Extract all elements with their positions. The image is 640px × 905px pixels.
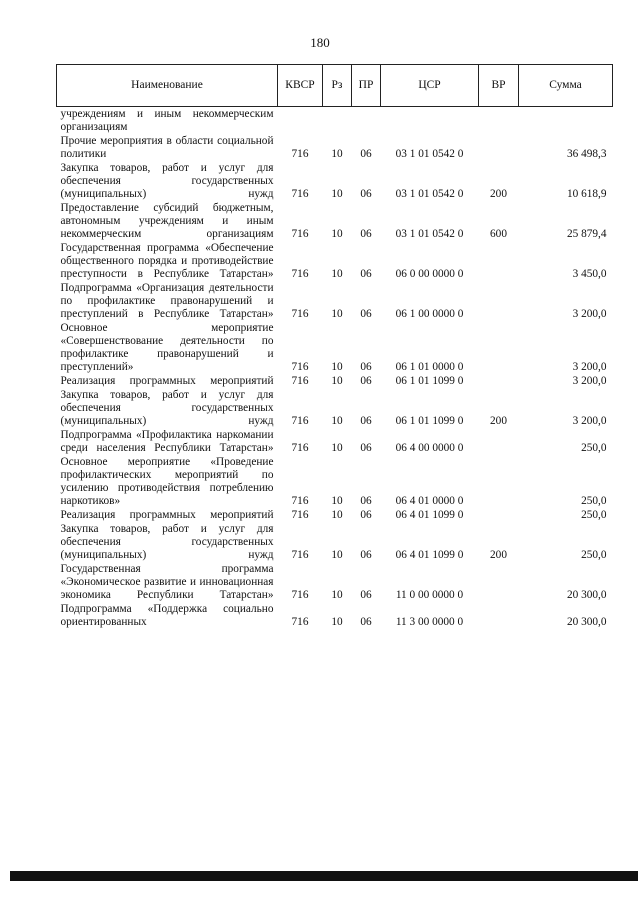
cell-csr: 06 4 00 0000 0: [395, 442, 464, 454]
cell-pr: 06: [360, 616, 372, 628]
table-row: [57, 161, 613, 201]
cell-kvsr: 716: [291, 495, 309, 507]
cell-kvsr: 716: [291, 361, 309, 373]
table-row: [57, 455, 613, 508]
header-csr: ЦСР: [381, 65, 479, 107]
table-body: [57, 107, 613, 630]
cell-kvsr: 716: [291, 509, 309, 521]
cell-pr: 06: [360, 228, 372, 240]
cell-kvsr: 716: [291, 415, 309, 427]
cell-sum: 250,0: [581, 495, 607, 507]
cell-name: Основное мероприятие «Проведение профилактических мероприятий по усилению противодействия потреблению наркотиков»: [60, 456, 274, 507]
cell-csr: 03 1 01 0542 0: [395, 228, 464, 240]
cell-rz: 10: [331, 268, 343, 280]
cell-pr: 06: [360, 589, 372, 601]
table-row: [57, 107, 613, 135]
header-sum: Сумма: [519, 65, 613, 107]
cell-kvsr: 716: [291, 148, 309, 160]
table-row: [57, 374, 613, 388]
cell-name: Реализация программных мероприятий: [60, 375, 274, 387]
cell-csr: 06 4 01 1099 0: [395, 509, 464, 521]
table-row: [57, 428, 613, 455]
table-row: [57, 562, 613, 602]
cell-name: Подпрограмма «Поддержка социально ориентированных: [60, 603, 274, 628]
cell-rz: 10: [331, 616, 343, 628]
cell-name: учреждениям и иным некоммерческим организациям: [60, 108, 274, 133]
cell-kvsr: 716: [291, 589, 309, 601]
cell-sum: 36 498,3: [566, 148, 607, 160]
cell-rz: 10: [331, 228, 343, 240]
cell-name: Предоставление субсидий бюджетным, автономным учреждениям и иным некоммерческим организациям: [60, 202, 274, 240]
scan-bottom-border: [10, 871, 638, 881]
cell-sum: 250,0: [581, 442, 607, 454]
header-vr: ВР: [479, 65, 519, 107]
cell-csr: 11 0 00 0000 0: [395, 589, 464, 601]
header-rz: Рз: [323, 65, 352, 107]
cell-name: Прочие мероприятия в области социальной политики: [60, 135, 274, 160]
cell-rz: 10: [331, 509, 343, 521]
cell-name: Подпрограмма «Организация деятельности по профилактике правонарушений и преступлений в Республике Татарстан»: [60, 282, 274, 320]
cell-pr: 06: [360, 495, 372, 507]
cell-kvsr: 716: [291, 549, 309, 561]
cell-vr: [479, 428, 519, 455]
cell-vr: [479, 281, 519, 321]
cell-sum: 20 300,0: [566, 616, 607, 628]
cell-sum: 3 200,0: [572, 308, 607, 320]
cell-csr: 03 1 01 0542 0: [395, 148, 464, 160]
cell-vr: [479, 602, 519, 629]
cell-name: Государственная программа «Обеспечение общественного порядка и противодействие преступности в Республике Татарстан»: [60, 242, 274, 280]
table-row: [57, 281, 613, 321]
cell-kvsr: 716: [291, 268, 309, 280]
cell-rz: [323, 107, 352, 135]
cell-vr: 200: [490, 415, 507, 427]
cell-csr: 06 0 00 0000 0: [395, 268, 464, 280]
cell-vr: [479, 374, 519, 388]
cell-vr: 200: [490, 549, 507, 561]
table-header-row: [57, 65, 613, 107]
cell-rz: 10: [331, 495, 343, 507]
cell-kvsr: [278, 107, 323, 135]
table-row: [57, 134, 613, 161]
cell-rz: 10: [331, 361, 343, 373]
cell-pr: 06: [360, 509, 372, 521]
cell-sum: 250,0: [581, 549, 607, 561]
cell-csr: [381, 107, 479, 135]
table-row: [57, 241, 613, 281]
cell-vr: [479, 562, 519, 602]
cell-pr: 06: [360, 148, 372, 160]
cell-pr: 06: [360, 415, 372, 427]
header-kvsr: КВСР: [278, 65, 323, 107]
cell-csr: 06 4 01 0000 0: [395, 495, 464, 507]
cell-rz: 10: [331, 188, 343, 200]
cell-sum: 25 879,4: [566, 228, 607, 240]
cell-pr: [352, 107, 381, 135]
cell-vr: [479, 241, 519, 281]
table-row: [57, 321, 613, 374]
cell-csr: 06 1 01 1099 0: [395, 375, 464, 387]
cell-kvsr: 716: [291, 308, 309, 320]
cell-vr: [479, 321, 519, 374]
cell-vr: [479, 107, 519, 135]
cell-pr: 06: [360, 549, 372, 561]
cell-sum: 20 300,0: [566, 589, 607, 601]
cell-csr: 03 1 01 0542 0: [395, 188, 464, 200]
cell-pr: 06: [360, 375, 372, 387]
cell-kvsr: 716: [291, 375, 309, 387]
cell-kvsr: 716: [291, 188, 309, 200]
budget-table: [56, 64, 613, 629]
page-number: 180: [310, 35, 330, 50]
cell-csr: 06 1 01 0000 0: [395, 361, 464, 373]
table-row: [57, 201, 613, 241]
table-row: [57, 388, 613, 428]
table-row: [57, 508, 613, 522]
cell-csr: 06 4 01 1099 0: [395, 549, 464, 561]
cell-rz: 10: [331, 589, 343, 601]
cell-pr: 06: [360, 188, 372, 200]
cell-vr: [479, 508, 519, 522]
cell-pr: 06: [360, 308, 372, 320]
table-row: [57, 602, 613, 629]
cell-pr: 06: [360, 361, 372, 373]
cell-rz: 10: [331, 375, 343, 387]
header-pr: ПР: [352, 65, 381, 107]
cell-rz: 10: [331, 442, 343, 454]
header-name: Наименование: [57, 65, 278, 107]
cell-name: Подпрограмма «Профилактика наркомании среди населения Республики Татарстан»: [60, 429, 274, 454]
cell-kvsr: 716: [291, 228, 309, 240]
cell-name: Реализация программных мероприятий: [60, 509, 274, 521]
cell-vr: 200: [490, 188, 507, 200]
cell-name: Государственная программа «Экономическое развитие и инновационная экономика Республики Татарстан»: [60, 563, 274, 601]
cell-kvsr: 716: [291, 442, 309, 454]
cell-rz: 10: [331, 308, 343, 320]
cell-csr: 11 3 00 0000 0: [395, 616, 464, 628]
cell-sum: 3 200,0: [572, 361, 607, 373]
cell-sum: 3 200,0: [572, 375, 607, 387]
cell-sum: [519, 107, 613, 135]
cell-vr: 600: [490, 228, 507, 240]
cell-sum: 10 618,9: [566, 188, 607, 200]
cell-sum: 3 450,0: [572, 268, 607, 280]
cell-rz: 10: [331, 148, 343, 160]
table-row: [57, 522, 613, 562]
cell-sum: 3 200,0: [572, 415, 607, 427]
cell-csr: 06 1 00 0000 0: [395, 308, 464, 320]
cell-kvsr: 716: [291, 616, 309, 628]
cell-rz: 10: [331, 549, 343, 561]
cell-vr: [479, 455, 519, 508]
cell-csr: 06 1 01 1099 0: [395, 415, 464, 427]
cell-rz: 10: [331, 415, 343, 427]
cell-vr: [479, 134, 519, 161]
cell-pr: 06: [360, 442, 372, 454]
cell-pr: 06: [360, 268, 372, 280]
cell-sum: 250,0: [581, 509, 607, 521]
cell-name: Закупка товаров, работ и услуг для обеспечения государственных (муниципальных) нужд: [60, 162, 274, 200]
cell-name: Основное мероприятие «Совершенствование деятельности по профилактике правонарушений и преступлений»: [60, 322, 274, 373]
cell-name: Закупка товаров, работ и услуг для обеспечения государственных (муниципальных) нужд: [60, 523, 274, 561]
cell-name: Закупка товаров, работ и услуг для обеспечения государственных (муниципальных) нужд: [60, 389, 274, 427]
